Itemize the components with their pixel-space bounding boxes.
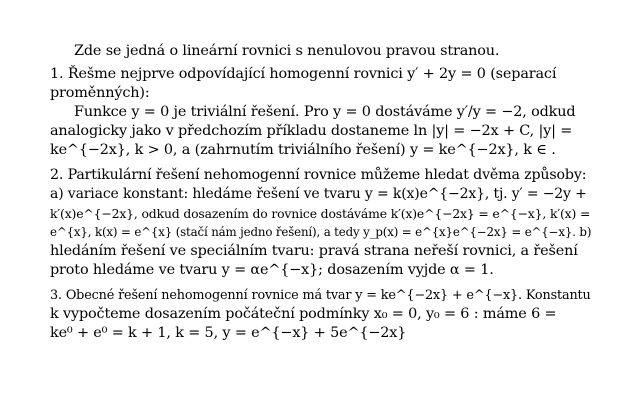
section-1-line-4: analogicky jako v předchozím příkladu dostaneme ln |y| = −2x + C, |y| = xyxy=(50,123,573,139)
section-1 xyxy=(50,65,591,160)
section-1-line-3: Funkce y = 0 je triviální řešení. Pro y = 0 dostáváme y′/y = −2, odkud xyxy=(74,104,576,120)
section-1-line-2: proměnných): xyxy=(50,85,150,101)
section-1-line-1: 1. Řešme nejprve odpovídající homogenní rovnici y′ + 2y = 0 (separací xyxy=(50,66,557,82)
section-2-line-4: e^{x}, k(x) = e^{x} (stačí nám jedno řešení), a tedy y_p(x) = e^{x}e^{−2x} = e^{−x}. b) xyxy=(50,225,592,239)
section-3-line-2: k vypočteme dosazením počáteční podmínky x₀ = 0, y₀ = 6 : máme 6 = xyxy=(50,306,557,322)
section-1-line-5: ke^{−2x}, k > 0, a (zahrnutím triviálního řešení) y = ke^{−2x}, k ∈ . xyxy=(50,142,556,158)
section-2-line-5: hledáním řešení ve speciálním tvaru: pravá strana neřeší rovnici, a řešení xyxy=(50,243,578,259)
section-2 xyxy=(50,166,591,280)
section-3-line-3: ke⁰ + e⁰ = k + 1, k = 5, y = e^{−x} + 5e^{−2x} xyxy=(50,325,407,341)
section-2-line-3: k′(x)e^{−2x}, odkud dosazením do rovnice dostáváme k′(x)e^{−2x} = e^{−x}, k′(x) = xyxy=(50,206,591,221)
section-3-line-1: 3. Obecné řešení nehomogenní rovnice má tvar y = ke^{−2x} + e^{−x}. Konstantu xyxy=(50,288,591,303)
section-2-line-2: a) variace konstant: hledáme řešení ve tvaru y = k(x)e^{−2x}, tj. y′ = −2y + xyxy=(50,186,587,202)
intro-text: Zde se jedná o lineární rovnici s nenulovou pravou stranou. xyxy=(74,43,500,59)
section-3 xyxy=(50,286,591,343)
section-2-line-6: proto hledáme ve tvaru y = αe^{−x}; dosazením vyjde α = 1. xyxy=(50,262,494,278)
section-2-line-1: 2. Partikulární řešení nehomogenní rovnice můžeme hledat dvěma způsoby: xyxy=(50,167,587,183)
